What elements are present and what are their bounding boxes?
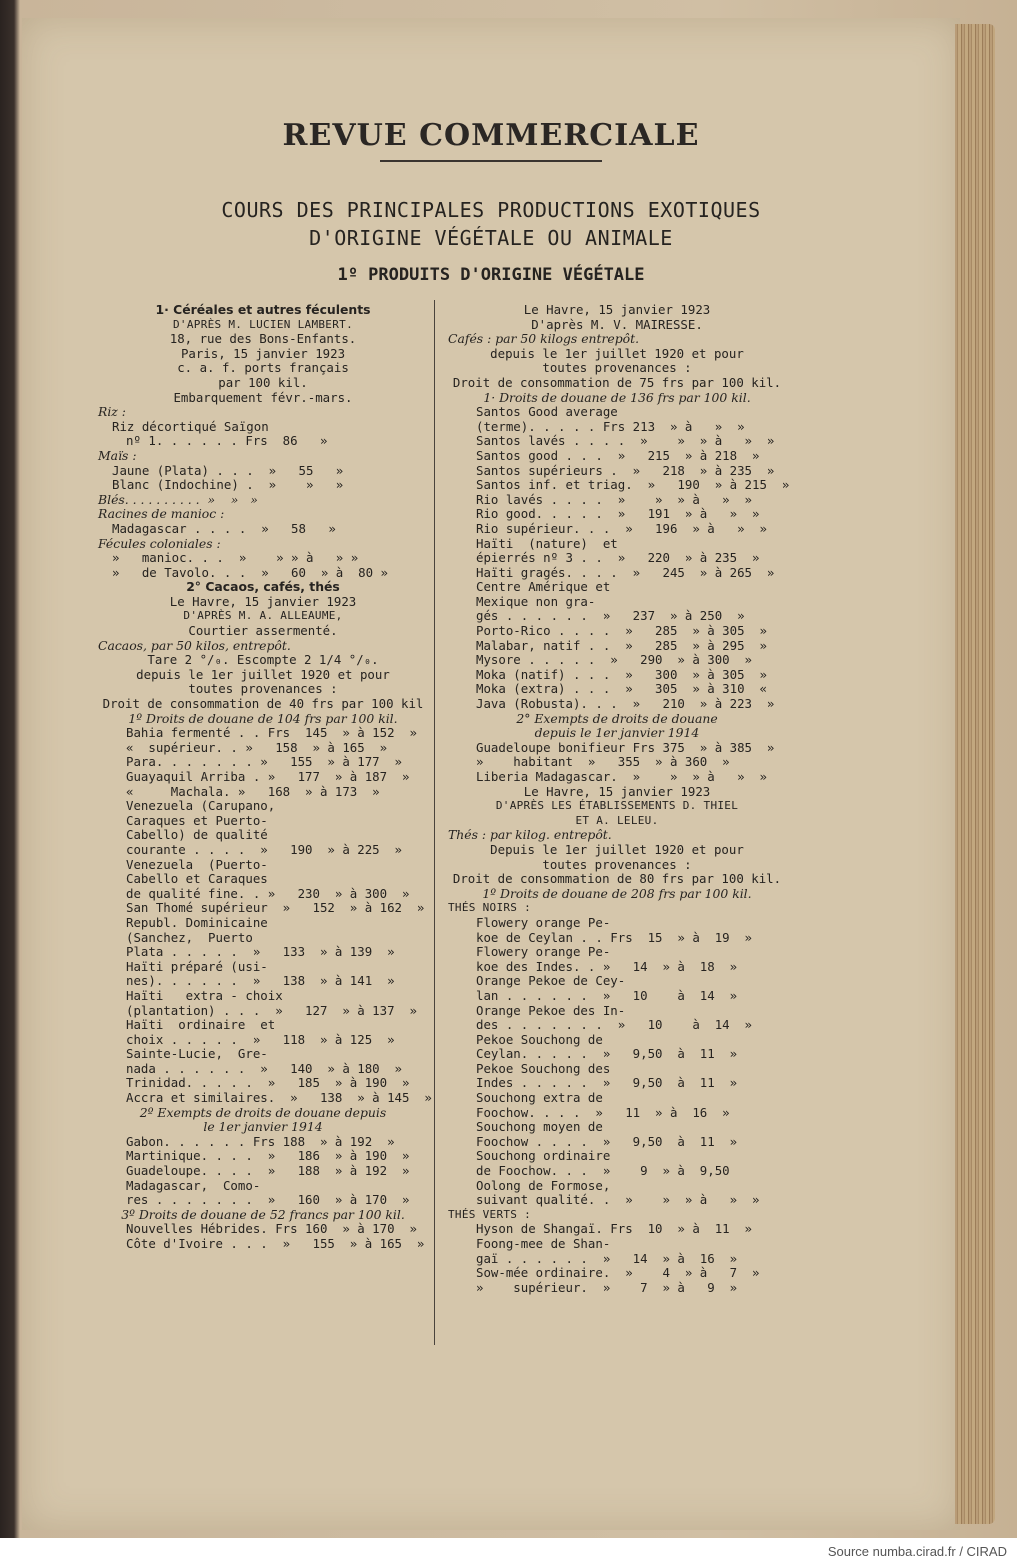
text-line: Hyson de Shangaï. Frs 10 » à 11 » xyxy=(476,1221,753,1237)
text-line: Droit de consommation de 75 frs par 100 kil. xyxy=(452,374,782,390)
text-line: Souchong extra de xyxy=(476,1090,603,1106)
text-line: koe de Ceylan . . Frs 15 » à 19 » xyxy=(476,929,753,945)
text-line: gaï . . . . . . » 14 » à 16 » xyxy=(476,1250,738,1266)
text-line: 18, rue des Bons-Enfants. xyxy=(169,331,357,347)
text-line: toutes provenances : xyxy=(542,856,692,872)
text-line: Souchong moyen de xyxy=(476,1119,603,1135)
text-line: Gabon. . . . . . Frs 188 » à 192 » xyxy=(126,1133,395,1149)
text-line: (Sanchez, Puerto xyxy=(126,929,253,945)
text-line: Moka (extra) . . . » 305 » à 310 « xyxy=(476,681,767,697)
text-line: Foochow . . . . » 9,50 à 11 » xyxy=(476,1133,738,1149)
text-line: toutes provenances : xyxy=(542,360,692,376)
text-line: Blanc (Indochine) . » » » xyxy=(112,477,344,493)
text-line: depuis le 1er juillet 1920 et pour xyxy=(136,666,390,682)
text-line: 3º Droits de douane de 52 francs par 100 kil. xyxy=(121,1206,405,1222)
text-line: Haïti extra - choix xyxy=(126,987,283,1003)
right-column xyxy=(448,302,790,1295)
text-line: Rio supérieur. . . » 196 » à » » xyxy=(476,520,767,536)
subtitle-line-1: COURS DES PRINCIPALES PRODUCTIONS EXOTIQUES xyxy=(221,198,761,222)
text-line: Flowery orange Pe- xyxy=(476,914,611,930)
text-line: 1º Droits de douane de 104 frs par 100 kil. xyxy=(128,710,398,726)
text-line: 1· Droits de douane de 136 frs par 100 kil. xyxy=(483,389,751,405)
text-line: Centre Amérique et xyxy=(476,579,611,595)
text-line: Rio lavés . . . . » » » à » » xyxy=(476,491,753,507)
text-line: Haïti préparé (usi- xyxy=(126,958,268,974)
text-line: Guadeloupe. . . . » 188 » à 192 » xyxy=(126,1163,410,1179)
text-line: 2° Cacaos, cafés, thés xyxy=(186,579,340,595)
text-line: Para. . . . . . . » 155 » à 177 » xyxy=(126,754,403,770)
text-line: D'APRÈS M. LUCIEN LAMBERT. xyxy=(173,317,353,331)
text-line: Droit de consommation de 40 frs par 100 kil xyxy=(102,696,424,712)
text-line: Sow-mée ordinaire. » 4 » à 7 » xyxy=(476,1265,760,1281)
text-line: ET A. LELEU. xyxy=(575,813,659,827)
text-line: des . . . . . . . » 10 à 14 » xyxy=(476,1017,753,1033)
text-line: Thés : par kilog. entrepôt. xyxy=(448,827,612,843)
text-line: Pekoe Souchong des xyxy=(476,1060,611,1076)
text-line: San Thomé supérieur » 152 » à 162 » xyxy=(126,900,425,916)
text-line: de Foochow. . . » 9 » à 9,50 xyxy=(476,1163,730,1179)
source-credit: Source numba.cirad.fr / CIRAD xyxy=(0,1538,1017,1566)
text-line: Riz : xyxy=(98,404,126,420)
text-line: Cacaos, par 50 kilos, entrepôt. xyxy=(98,637,291,653)
text-line: Liberia Madagascar. » » » à » » xyxy=(476,769,767,784)
text-line: Santos inf. et triag. » 190 » à 215 » xyxy=(476,477,790,493)
text-line: Martinique. . . . » 186 » à 190 » xyxy=(126,1148,410,1164)
text-line: Santos supérieurs . » 218 » à 235 » xyxy=(476,462,775,478)
section-heading: 1º PRODUITS D'ORIGINE VÉGÉTALE xyxy=(337,265,645,285)
text-line: courante . . . . » 190 » à 225 » xyxy=(126,841,403,857)
text-line: suivant qualité. . » » » à » » xyxy=(476,1192,760,1208)
text-line: Mexique non gra- xyxy=(476,593,596,609)
text-line: Haïti gragés. . . . » 245 » à 265 » xyxy=(476,564,775,580)
column-divider xyxy=(434,300,435,1345)
text-line: Paris, 15 janvier 1923 xyxy=(180,345,346,361)
text-line: Tare 2 °/₀. Escompte 2 1/4 °/₀. xyxy=(147,652,379,668)
text-line: koe des Indes. . » 14 » à 18 » xyxy=(476,958,738,974)
text-line: 2º Exempts de droits de douane depuis xyxy=(139,1104,387,1120)
text-line: Java (Robusta). . . » 210 » à 223 » xyxy=(476,696,775,712)
text-line: Venezuela (Carupano, xyxy=(126,798,276,814)
text-line: » de Tavolo. . . » 60 » à 80 » xyxy=(112,564,389,580)
text-line: Le Havre, 15 janvier 1923 xyxy=(523,783,711,799)
text-line: le 1er janvier 1914 xyxy=(203,1119,323,1135)
text-line: THÉS VERTS : xyxy=(448,1207,532,1221)
text-line: 1º Droits de douane de 208 frs par 100 kil. xyxy=(482,885,752,901)
text-line: nes). . . . . . » 138 » à 141 » xyxy=(126,973,395,989)
text-line: D'après M. V. MAIRESSE. xyxy=(531,316,703,332)
text-line: depuis le 1er juillet 1920 et pour xyxy=(490,345,744,361)
text-line: 1· Céréales et autres féculents xyxy=(155,302,371,317)
text-line: toutes provenances : xyxy=(188,681,338,697)
text-line: Flowery orange Pe- xyxy=(476,944,611,960)
text-line: Ceylan. . . . . » 9,50 à 11 » xyxy=(476,1046,738,1062)
text-line: D'APRÈS LES ÉTABLISSEMENTS D. THIEL xyxy=(495,799,739,813)
text-line: épierrés nº 3 . . » 220 » à 235 » xyxy=(476,550,760,566)
text-line: Maïs : xyxy=(98,447,137,463)
text-line: par 100 kil. xyxy=(218,374,308,390)
text-line: Courtier assermenté. xyxy=(188,623,338,639)
text-line: Pekoe Souchong de xyxy=(476,1031,603,1047)
text-line: Racines de manioc : xyxy=(98,506,225,522)
text-line: Le Havre, 15 janvier 1923 xyxy=(523,302,711,317)
text-line: Moka (natif) . . . » 300 » à 305 » xyxy=(476,666,767,682)
text-line: Jaune (Plata) . . . » 55 » xyxy=(112,462,344,478)
text-line: Santos good . . . » 215 » à 218 » xyxy=(476,447,760,463)
text-line: res . . . . . . . » 160 » à 170 » xyxy=(126,1192,410,1208)
text-line: choix . . . . . » 118 » à 125 » xyxy=(126,1031,395,1047)
text-line: Depuis le 1er juillet 1920 et pour xyxy=(490,841,744,857)
text-line: Le Havre, 15 janvier 1923 xyxy=(169,593,357,609)
text-line: Haïti ordinaire et xyxy=(126,1017,276,1033)
text-line: Rio good. . . . . » 191 » à » » xyxy=(476,506,760,522)
text-line: « supérieur. . » 158 » à 165 » xyxy=(126,739,388,755)
text-line: Bahia fermenté . . Frs 145 » à 152 » xyxy=(126,725,417,741)
text-line: Madagascar, Como- xyxy=(126,1177,261,1193)
text-line: Fécules coloniales : xyxy=(98,535,221,551)
text-line: Santos Good average xyxy=(476,404,618,420)
page-edges xyxy=(955,24,995,1524)
text-line: Foochow. . . . » 11 » à 16 » xyxy=(476,1104,730,1120)
text-line: Madagascar . . . . » 58 » xyxy=(112,520,336,536)
text-line: Sainte-Lucie, Gre- xyxy=(126,1046,268,1062)
subtitle-line-2: D'ORIGINE VÉGÉTALE OU ANIMALE xyxy=(309,226,673,250)
text-line: » manioc. . . » » » à » » xyxy=(112,550,359,566)
text-line: » supérieur. » 7 » à 9 » xyxy=(476,1279,738,1295)
text-line: Plata . . . . . » 133 » à 139 » xyxy=(126,944,395,960)
text-line: Orange Pekoe de Cey- xyxy=(476,973,626,989)
text-line: » habitant » 355 » à 360 » xyxy=(476,754,730,770)
text-line: Cabello et Caraques xyxy=(126,871,268,887)
text-line: Guadeloupe bonifieur Frs 375 » à 385 » xyxy=(476,739,775,755)
text-line: depuis le 1er janvier 1914 xyxy=(534,725,700,741)
text-line: THÉS NOIRS : xyxy=(448,901,532,915)
text-line: Republ. Dominicaine xyxy=(126,914,268,930)
text-line: Foong-mee de Shan- xyxy=(476,1236,611,1251)
text-line: Côte d'Ivoire . . . » 155 » à 165 » xyxy=(126,1236,425,1251)
text-line: gés . . . . . . » 237 » à 250 » xyxy=(476,608,745,624)
text-line: Porto-Rico . . . . » 285 » à 305 » xyxy=(476,623,767,639)
text-line: Nouvelles Hébrides. Frs 160 » à 170 » xyxy=(126,1221,417,1237)
text-line: Santos lavés . . . . » » » à » » xyxy=(476,433,775,449)
page-title: REVUE COMMERCIALE xyxy=(282,118,700,153)
text-line: Cabello) de qualité xyxy=(126,827,268,843)
text-line: Mysore . . . . . » 290 » à 300 » xyxy=(476,652,753,668)
text-line: Embarquement févr.-mars. xyxy=(173,389,353,405)
text-line: Souchong ordinaire xyxy=(476,1148,611,1164)
text-line: Orange Pekoe des In- xyxy=(476,1002,626,1018)
text-line: Cafés : par 50 kilogs entrepôt. xyxy=(448,331,640,347)
text-line: Caraques et Puerto- xyxy=(126,812,268,828)
text-line: Venezuela (Puerto- xyxy=(126,856,268,872)
text-line: « Machala. » 168 » à 173 » xyxy=(126,783,380,799)
text-line: Trinidad. . . . . » 185 » à 190 » xyxy=(126,1075,410,1091)
text-line: Oolong de Formose, xyxy=(476,1177,611,1193)
text-line: nº 1. . . . . . Frs 86 » xyxy=(126,433,328,449)
text-line: Riz décortiqué Saïgon xyxy=(112,418,269,434)
text-line: Accra et similaires. » 138 » à 145 » xyxy=(126,1090,432,1106)
left-column xyxy=(98,302,432,1252)
text-line: Blés. . . . . . . . . . » » » xyxy=(98,491,258,507)
title-underline xyxy=(380,160,602,162)
text-line: Droit de consommation de 80 frs par 100 kil. xyxy=(452,871,782,887)
text-line: c. a. f. ports français xyxy=(177,360,349,376)
text-line: Haïti (nature) et xyxy=(476,535,618,551)
text-line: lan . . . . . . » 10 à 14 » xyxy=(476,987,738,1003)
text-line: de qualité fine. . » 230 » à 300 » xyxy=(126,885,410,901)
text-line: D'APRÈS M. A. ALLEAUME, xyxy=(183,609,343,623)
text-line: (terme). . . . . Frs 213 » à » » xyxy=(476,418,745,434)
text-line: (plantation) . . . » 127 » à 137 » xyxy=(126,1002,417,1018)
text-line: nada . . . . . . » 140 » à 180 » xyxy=(126,1060,403,1076)
text-line: 2° Exempts de droits de douane xyxy=(516,710,718,726)
text-line: Malabar, natif . . » 285 » à 295 » xyxy=(476,637,767,653)
text-line: Indes . . . . . » 9,50 à 11 » xyxy=(476,1075,738,1091)
text-line: Guayaquil Arriba . » 177 » à 187 » xyxy=(126,769,410,784)
